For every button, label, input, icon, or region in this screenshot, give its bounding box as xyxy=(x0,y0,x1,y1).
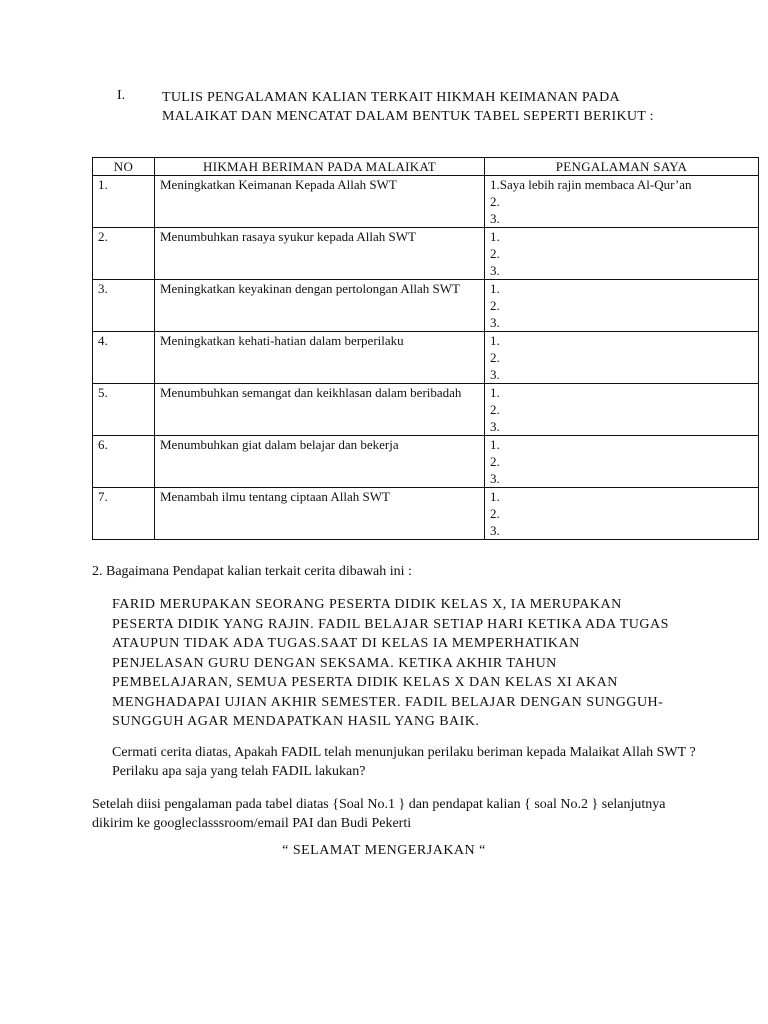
pengalaman-line-1: 1. xyxy=(490,281,500,296)
row-number: 3. xyxy=(93,280,155,332)
table-row xyxy=(93,332,759,384)
pengalaman-line-2: 2. xyxy=(490,506,500,521)
hikmah-cell: Meningkatkan kehati-hatian dalam berperilaku xyxy=(155,332,485,384)
pengalaman-line-3: 3. xyxy=(490,263,500,278)
closing-greeting: “ SELAMAT MENGERJAKAN “ xyxy=(282,843,486,858)
pengalaman-line-3: 3. xyxy=(490,419,500,434)
row-number: 1. xyxy=(93,176,155,228)
pengalaman-line-3: 3. xyxy=(490,471,500,486)
hikmah-cell: Meningkatkan Keimanan Kepada Allah SWT xyxy=(155,176,485,228)
pengalaman-line-1: 1. xyxy=(490,385,500,400)
table-header-row xyxy=(93,158,759,176)
row-number: 5. xyxy=(93,384,155,436)
pengalaman-cell[interactable] xyxy=(485,280,759,332)
hikmah-table xyxy=(92,157,759,540)
hikmah-cell: Menumbuhkan semangat dan keikhlasan dalam beribadah xyxy=(155,384,485,436)
row-number: 4. xyxy=(93,332,155,384)
pengalaman-cell[interactable] xyxy=(485,332,759,384)
pengalaman-line-1: 1.Saya lebih rajin membaca Al-Qur’an xyxy=(490,177,692,192)
section-number: I. xyxy=(117,88,126,103)
table-row xyxy=(93,280,759,332)
header-no: NO xyxy=(93,158,155,176)
hikmah-cell: Menumbuhkan giat dalam belajar dan bekerja xyxy=(155,436,485,488)
pengalaman-line-2: 2. xyxy=(490,298,500,313)
pengalaman-cell[interactable] xyxy=(485,228,759,280)
header-hikmah: HIKMAH BERIMAN PADA MALAIKAT xyxy=(155,158,485,176)
section-instruction: TULIS PENGALAMAN KALIAN TERKAIT HIKMAH KEIMANAN PADA MALAIKAT DAN MENCATAT DALAM BENTUK TABEL SEPERTI BERIKUT : xyxy=(162,90,654,124)
table-row xyxy=(93,384,759,436)
hikmah-cell: Menambah ilmu tentang ciptaan Allah SWT xyxy=(155,488,485,540)
pengalaman-line-2: 2. xyxy=(490,454,500,469)
pengalaman-cell[interactable] xyxy=(485,176,759,228)
pengalaman-line-3: 3. xyxy=(490,523,500,538)
hikmah-cell: Meningkatkan keyakinan dengan pertolongan Allah SWT xyxy=(155,280,485,332)
pengalaman-line-2: 2. xyxy=(490,194,500,209)
pengalaman-line-3: 3. xyxy=(490,211,500,226)
pengalaman-line-2: 2. xyxy=(490,350,500,365)
pengalaman-line-2: 2. xyxy=(490,246,500,261)
story-paragraph: FARID MERUPAKAN SEORANG PESERTA DIDIK KELAS X, IA MERUPAKAN PESERTA DIDIK YANG RAJIN. FADIL BELAJAR SETIAP HARI KETIKA ADA TUGAS ATAUPUN TIDAK ADA TUGAS.SAAT DI KELAS IA MEMPERHATIKAN PENJELASAN GURU DENGAN SEKSAMA. KETIKA AKHIR TAHUN PEMBELAJARAN, SEMUA PESERTA DIDIK KELAS X DAN KELAS XI AKAN MENGHADAPAI UJIAN AKHIR SEMESTER. FADIL BELAJAR DENGAN SUNGGUH-SUNGGUH AGAR MENDAPATKAN HASIL YANG BAIK. xyxy=(112,597,669,729)
pengalaman-line-1: 1. xyxy=(490,229,500,244)
submission-instruction: Setelah diisi pengalaman pada tabel diatas {Soal No.1 } dan pendapat kalian { soal No.2 } selanjutnya dikirim ke googleclasssroom/email PAI dan Budi Pekerti xyxy=(92,797,666,831)
table-row xyxy=(93,488,759,540)
pengalaman-line-1: 1. xyxy=(490,489,500,504)
hikmah-cell: Menumbuhkan rasaya syukur kepada Allah SWT xyxy=(155,228,485,280)
pengalaman-line-3: 3. xyxy=(490,315,500,330)
pengalaman-cell[interactable] xyxy=(485,436,759,488)
row-number: 2. xyxy=(93,228,155,280)
story-question: Cermati cerita diatas, Apakah FADIL telah menunjukan perilaku beriman kepada Malaikat Allah SWT ? Perilaku apa saja yang telah FADIL lakukan? xyxy=(112,745,696,779)
pengalaman-cell[interactable] xyxy=(485,384,759,436)
row-number: 7. xyxy=(93,488,155,540)
row-number: 6. xyxy=(93,436,155,488)
pengalaman-line-3: 3. xyxy=(490,367,500,382)
pengalaman-line-1: 1. xyxy=(490,333,500,348)
table-row xyxy=(93,436,759,488)
pengalaman-line-2: 2. xyxy=(490,402,500,417)
pengalaman-cell[interactable] xyxy=(485,488,759,540)
question-2-title: 2. Bagaimana Pendapat kalian terkait cerita dibawah ini : xyxy=(92,564,412,579)
header-pengalaman: PENGALAMAN SAYA xyxy=(485,158,759,176)
table-row xyxy=(93,228,759,280)
pengalaman-line-1: 1. xyxy=(490,437,500,452)
table-row xyxy=(93,176,759,228)
